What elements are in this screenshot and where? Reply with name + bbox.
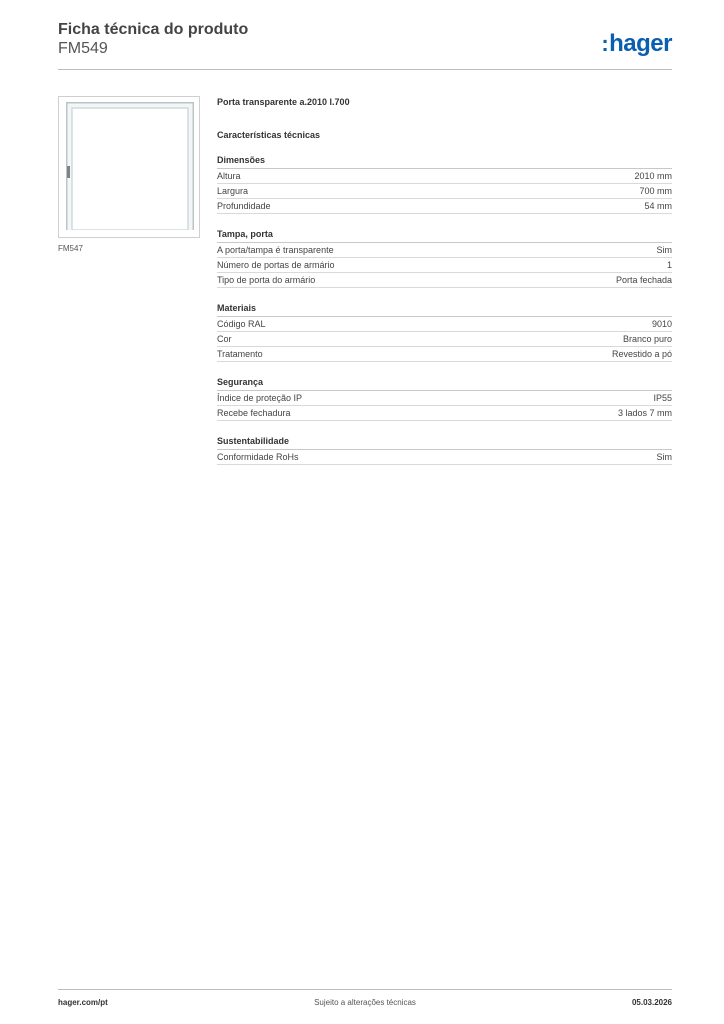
spec-row — [217, 406, 672, 421]
spec-row — [217, 317, 672, 332]
logo-colon-icon: : — [601, 31, 609, 56]
spec-row — [217, 450, 672, 465]
spec-value: Porta fechada — [615, 275, 672, 285]
spec-label: Largura — [217, 186, 249, 196]
page-header — [58, 20, 672, 58]
spec-value: Sim — [656, 245, 672, 255]
spec-sections — [217, 155, 672, 465]
hager-logo — [601, 30, 672, 58]
spec-value: IP55 — [653, 393, 672, 403]
section-title: Segurança — [217, 377, 672, 391]
spec-section — [217, 303, 672, 362]
spec-section — [217, 229, 672, 288]
footer-date: 05.03.2026 — [631, 998, 672, 1007]
technical-characteristics-heading: Características técnicas — [217, 130, 321, 140]
spec-value: 9010 — [651, 319, 672, 329]
spec-row — [217, 347, 672, 362]
spec-content — [217, 96, 672, 465]
spec-section — [217, 155, 672, 214]
spec-value: 54 mm — [644, 201, 672, 211]
document-title: Ficha técnica do produto — [58, 21, 249, 38]
spec-label: Tipo de porta do armário — [217, 275, 316, 285]
spec-row — [217, 391, 672, 406]
spec-label: Conformidade RoHs — [217, 452, 299, 462]
spec-label: Código RAL — [217, 319, 266, 329]
spec-label: Cor — [217, 334, 232, 344]
spec-row — [217, 332, 672, 347]
spec-label: Altura — [217, 171, 241, 181]
product-code: FM549 — [58, 40, 108, 57]
spec-label: Tratamento — [217, 349, 263, 359]
section-title: Materiais — [217, 303, 672, 317]
section-title: Sustentabilidade — [217, 436, 672, 450]
spec-label: A porta/tampa é transparente — [217, 245, 334, 255]
spec-value: Revestido a pó — [611, 349, 672, 359]
spec-label: Índice de proteção IP — [217, 393, 303, 403]
footer-website: hager.com/pt — [58, 998, 108, 1007]
spec-row — [217, 243, 672, 258]
spec-value: Branco puro — [622, 334, 672, 344]
footer-notice: Sujeito a alterações técnicas — [314, 998, 416, 1007]
spec-value: Sim — [656, 452, 672, 462]
spec-value: 1 — [666, 260, 672, 270]
spec-row — [217, 258, 672, 273]
logo-text: hager — [609, 30, 672, 57]
section-title: Dimensões — [217, 155, 672, 169]
spec-row — [217, 169, 672, 184]
header-divider — [58, 69, 672, 70]
product-name: Porta transparente a.2010 l.700 — [217, 97, 350, 107]
spec-row — [217, 184, 672, 199]
spec-label: Número de portas de armário — [217, 260, 335, 270]
spec-row — [217, 199, 672, 214]
spec-value: 2010 mm — [634, 171, 672, 181]
spec-section — [217, 377, 672, 421]
spec-label: Profundidade — [217, 201, 271, 211]
footer-divider — [58, 989, 672, 990]
spec-value: 3 lados 7 mm — [617, 408, 672, 418]
image-caption: FM547 — [58, 244, 83, 253]
product-image — [58, 96, 200, 238]
spec-section — [217, 436, 672, 465]
glass-door-icon — [66, 102, 194, 230]
spec-value: 700 mm — [639, 186, 672, 196]
spec-label: Recebe fechadura — [217, 408, 291, 418]
spec-row — [217, 273, 672, 288]
section-title: Tampa, porta — [217, 229, 672, 243]
